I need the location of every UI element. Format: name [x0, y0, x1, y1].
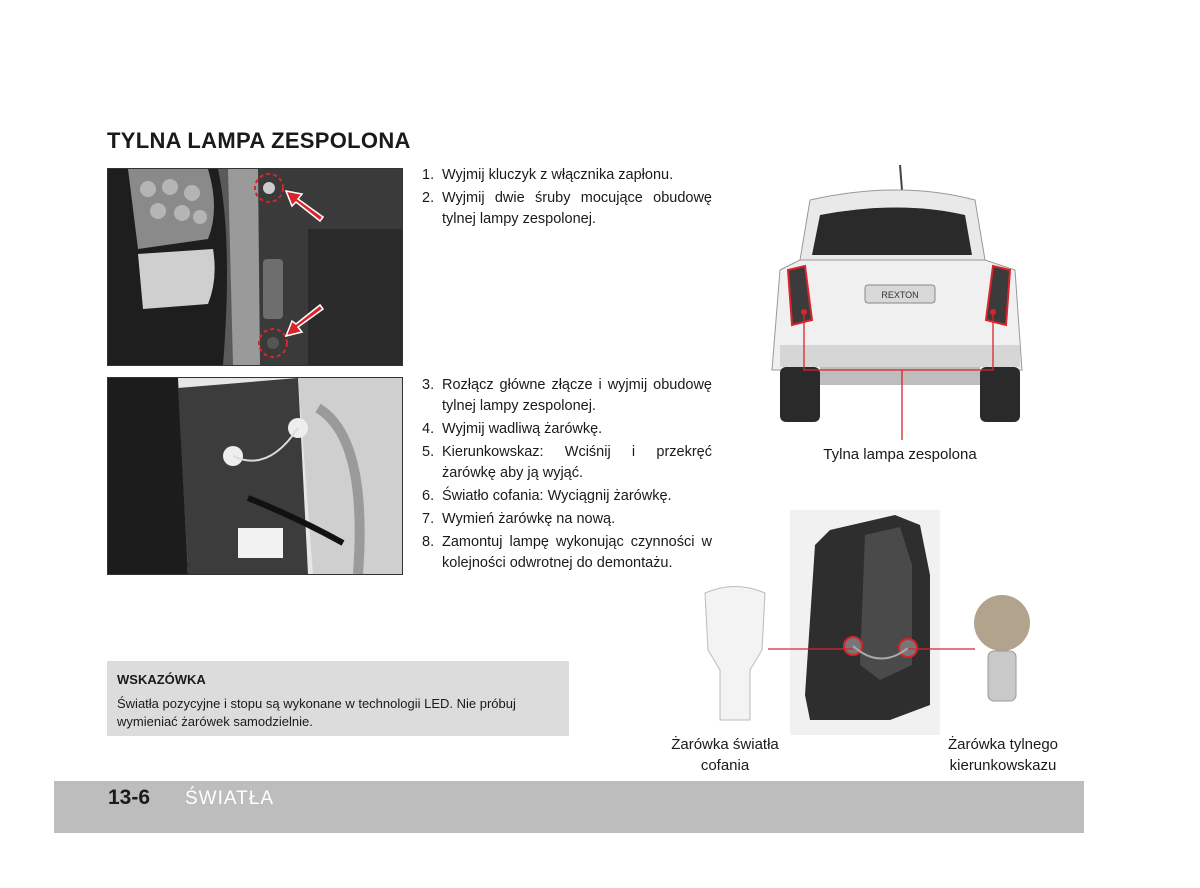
- car-badge: REXTON: [881, 290, 919, 300]
- instruction-list-part2: [422, 375, 712, 576]
- photo-lamp-screws: [107, 168, 403, 366]
- note-text: Światła pozycyjne i stopu są wykonane w technologii LED. Nie próbuj wymieniać żarówek samodzielnie.: [117, 696, 516, 729]
- instruction-list-part1: [422, 165, 712, 232]
- photo-lamp-removed: [107, 377, 403, 575]
- list-item: 5. Kierunkowskaz: Wciśnij i przekręć żarówkę aby ją wyjąć.: [422, 444, 712, 481]
- list-item: 7. Wymień żarówkę na nową.: [422, 511, 616, 527]
- page-title: TYLNA LAMPA ZESPOLONA: [107, 128, 411, 153]
- reverse-bulb-caption: Żarówka światła cofania: [671, 736, 779, 774]
- turn-bulb-caption: Żarówka tylnego kierunkowskazu: [947, 736, 1059, 774]
- note-box: [107, 661, 569, 736]
- list-item: 2. Wyjmij dwie śruby mocujące obudowę tylnej lampy zespolonej.: [422, 190, 712, 227]
- list-item: 3. Rozłącz główne złącze i wyjmij obudowę tylnej lampy zespolonej.: [422, 377, 712, 414]
- page-number: 13-6: [108, 786, 151, 809]
- lamp-bulbs-illustration: [680, 505, 1070, 735]
- note-title: WSKAZÓWKA: [117, 672, 206, 687]
- car-caption: Tylna lampa zespolona: [823, 446, 977, 463]
- section-title: ŚWIATŁA: [185, 788, 274, 809]
- list-item: 4. Wyjmij wadliwą żarówkę.: [422, 421, 603, 437]
- car-rear-illustration: [760, 160, 1040, 460]
- list-item: 6. Światło cofania: Wyciągnij żarówkę.: [422, 488, 672, 504]
- list-item: 8. Zamontuj lampę wykonując czynności w kolejności odwrotnej do demontażu.: [422, 534, 712, 571]
- list-item: 1. Wyjmij kluczyk z włącznika zapłonu.: [422, 167, 674, 183]
